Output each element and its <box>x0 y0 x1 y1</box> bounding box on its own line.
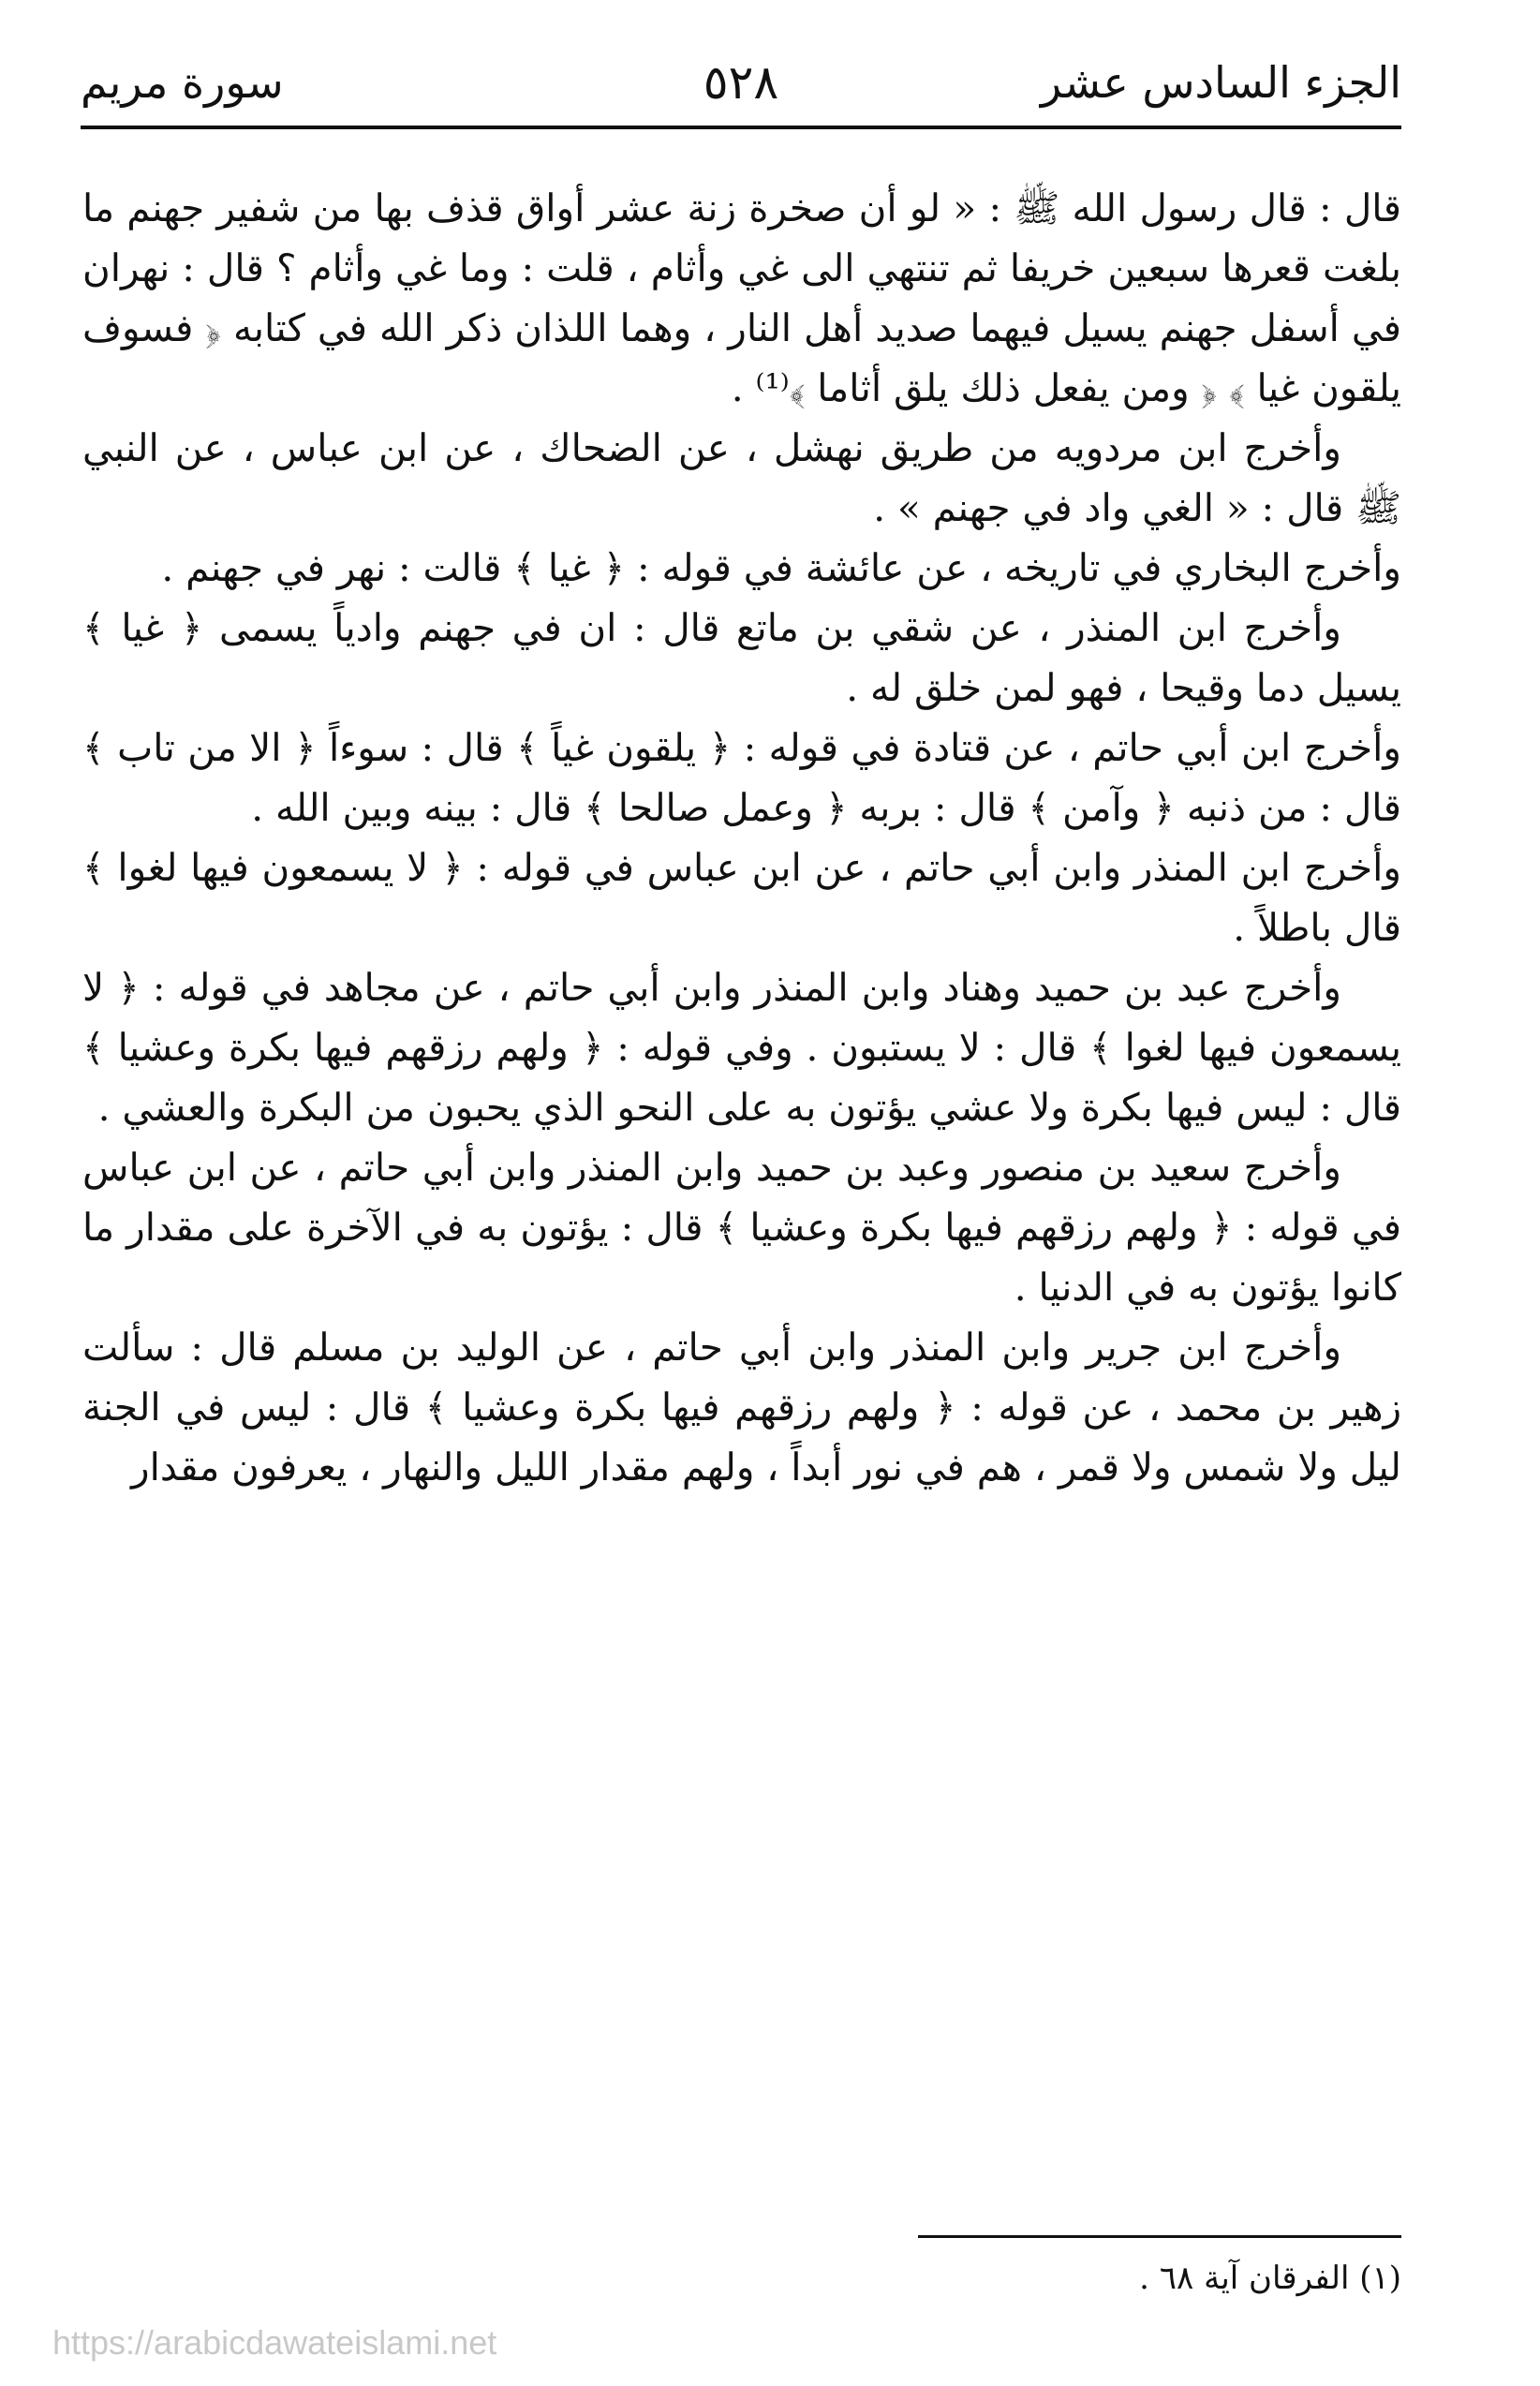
paragraph: وأخرج عبد بن حميد وهناد وابن المنذر وابن أبي حاتم ، عن مجاهد في قوله : ﴿ لا يسمعون فيها لغوا ﴾ قال : لا يستبون . وفي قوله : ﴿ ولهم رزقهم فيها بكرة وعشيا ﴾ قال : ليس فيها بكرة ولا عشي يؤتون به على النحو الذي يحبون من البكرة والعشي . <box>82 965 1401 1130</box>
header-divider <box>81 126 1401 129</box>
part-label: الجزء السادس عشر <box>1040 57 1401 108</box>
paragraph: وأخرج سعيد بن منصور وعبد بن حميد وابن المنذر وابن أبي حاتم ، عن ابن عباس في قوله : ﴿ ولهم رزقهم فيها بكرة وعشيا ﴾ قال : يؤتون به في الآخرة على مقدار ما كانوا يؤتون به في الدنيا . <box>82 1145 1401 1310</box>
paragraph: قال : قال رسول الله ﷺ : « لو أن صخرة زنة عشر أواق قذف بها من شفير جهنم ما بلغت قعرها سبعين خريفا ثم تنتهي الى غي وأثام ، قلت : وما غي وأثام ؟ قال : نهران في أسفل جهنم يسيل فيهما صديد أهل النار ، وهما اللذان ذكر الله في كتابه ﴿ فسوف يلقون غيا ﴾ ﴿ ومن يفعل ذلك يلق أثاما ﴾⁽¹⁾ . <box>82 185 1401 410</box>
paragraph: وأخرج ابن المنذر ، عن شقي بن ماتع قال : ان في جهنم وادياً يسمى ﴿ غيا ﴾ يسيل دما وقيحا ، فهو لمن خلق له . <box>82 605 1401 710</box>
paragraph: وأخرج ابن مردويه من طريق نهشل ، عن الضحاك ، عن ابن عباس ، عن النبي ﷺ قال : « الغي واد في جهنم » . <box>82 425 1401 530</box>
page-header <box>81 45 1401 120</box>
footnote-divider <box>918 2235 1401 2238</box>
paragraph: وأخرج ابن المنذر وابن أبي حاتم ، عن ابن عباس في قوله : ﴿ لا يسمعون فيها لغوا ﴾ قال باطلاً . <box>82 845 1401 950</box>
watermark-url[interactable]: https://arabicdawateislami.net <box>52 2323 497 2362</box>
paragraph: وأخرج ابن جرير وابن المنذر وابن أبي حاتم ، عن الوليد بن مسلم قال : سألت زهير بن محمد ، عن قوله : ﴿ ولهم رزقهم فيها بكرة وعشيا ﴾ قال : ليس في الجنة ليل ولا شمس ولا قمر ، هم في نور أبداً ، ولهم مقدار الليل والنهار ، يعرفون مقدار <box>82 1325 1401 1489</box>
page-number: ٥٢٨ <box>703 55 779 110</box>
main-text <box>82 178 1401 1497</box>
footnote: (١) الفرقان آية ٦٨ . <box>1139 2260 1401 2297</box>
paragraph: وأخرج ابن أبي حاتم ، عن قتادة في قوله : ﴿ يلقون غياً ﴾ قال : سوءاً ﴿ الا من تاب ﴾ قال : من ذنبه ﴿ وآمن ﴾ قال : بربه ﴿ وعمل صالحا ﴾ قال : بينه وبين الله . <box>82 725 1401 830</box>
surah-label: سورة مريم <box>81 57 284 108</box>
paragraph: وأخرج البخاري في تاريخه ، عن عائشة في قوله : ﴿ غيا ﴾ قالت : نهر في جهنم . <box>161 545 1401 590</box>
